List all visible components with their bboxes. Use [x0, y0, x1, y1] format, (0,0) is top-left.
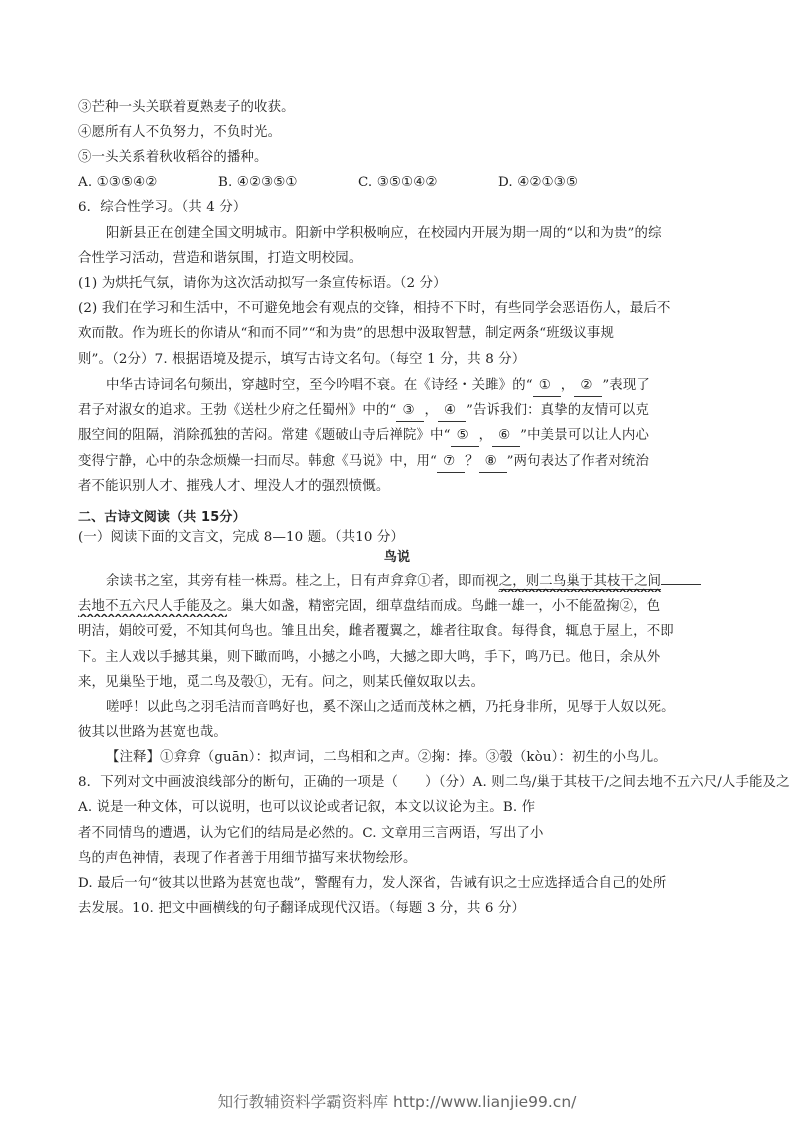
passage-line-3: 明洁，娟皎可爱，不知其何鸟也。雏且出矣，雌者覆翼之，雄者往取食。每得食，辄息于屋上，不即 [78, 624, 674, 639]
q8-line-1: 8．下列对文中画波浪线部分的断句，正确的一项是（ ）（分）A. 则二鸟/巢于其枝干/之间去地不五六尺/人手能及之 [78, 775, 790, 790]
wavy-underlined-sentence-part-3: 尺人手能及之 [145, 599, 227, 614]
q5-option-b: B. ④②③⑤① [218, 175, 298, 190]
q7-line-5: 者不能识别人才、摧残人才、埋没人才的强烈愤慨。 [78, 479, 390, 494]
footer-watermark-text: 知行教辅资料学霸资料库 http://www.lianjie99.cn/ [217, 1093, 577, 1111]
q7-blank-2[interactable]: ② [574, 376, 602, 397]
q7-line-4: 变得宁静，心中的杂念烦燥一扫而尽。韩愈《马说》中，用“ ⑦ ？ ⑧ ”两句表达了作者对统治 [78, 452, 794, 473]
q5-options [78, 173, 794, 193]
q5-option-d: D. ④②①③⑤ [498, 175, 578, 190]
q6-title: 6．综合性学习。（共 4 分） [78, 200, 247, 215]
q5-option-a: A. ①③⑤④② [78, 175, 158, 190]
q6-sub-question-2-line-1: (2) 我们在学习和生活中，不可避免地会有观点的交锋，相持不下时，有些同学会恶语伤人，最后不 [78, 301, 671, 316]
q6-sub-question-2-line-2: 欢而散。作为班长的你请从“和而不同”“和为贵”的思想中汲取智慧，制定两条“班级议事规 [78, 326, 614, 341]
passage-line-1: 余读书之室，其旁有桂一株焉。桂之上，日有声弇弇①者，即而视之，则二鸟巢于其枝干之间 [106, 572, 794, 592]
q8-line-5: D. 最后一句“彼其以世路为甚宽也哉”，警醒有力，发人深省，告诫有识之士应选择适合自己的处所 [78, 876, 667, 891]
passage-line-2: 去地不五六尺人手能及之。巢大如盏，精密完固，细草盘结而成。鸟雌一雄一，小不能盈掬②，色 [78, 599, 661, 614]
passage-line-7: 彼其以世路为甚宽也哉。 [78, 725, 227, 740]
q5-option-c: C. ③⑤①④② [358, 175, 438, 190]
q7-blank-7[interactable]: ⑦ [437, 452, 465, 473]
passage-line-6: 嗟呼！以此鸟之羽毛洁而音鸣好也，奚不深山之适而茂林之栖，乃托身非所，见辱于人奴以死。 [106, 700, 675, 715]
q6-sub-question-1: (1) 为烘托气氛，请你为这次活动拟写一条宣传标语。（2 分） [78, 276, 447, 291]
section-heading: 二、古诗文阅读（共 15分） [78, 510, 246, 525]
q8-line-6: 去发展。10. 把文中画横线的句子翻译成现代汉语。（每题 3 分，共 6 分） [78, 901, 526, 916]
section-sub-heading: (一）阅读下面的文言文，完成 8—10 题。（共10 分） [78, 530, 405, 545]
passage-line-4: 下。主人戏以手撼其巢，则下瞰而鸣，小撼之小鸣，大撼之即大鸣，手下，鸣乃已。他日，余从外 [78, 650, 661, 665]
q7-blank-3[interactable]: ③ [396, 401, 424, 422]
q6-intro-line-1: 阳新县正在创建全国文明城市。阳新中学积极响应，在校园内开展为期一周的“以和为贵”的综 [106, 226, 662, 241]
passage-annotation: 【注释】①弇弇（guān）：拟声词，二鸟相和之声。②掬：捧。③彀（kòu）：初生的小鸟儿。 [106, 750, 667, 765]
q7-line-3: 服空间的阻隔，消除孤独的苦闷。常建《题破山寺后禅院》中“ ⑤ ， ⑥ ”中美景可以让人内心 [78, 426, 794, 447]
q7-blank-1[interactable]: ① [533, 376, 561, 397]
passage-line-5: 来，见巢坠于地，觅二鸟及彀①，无有。问之，则某氏僮奴取以去。 [78, 675, 485, 690]
q7-blank-6[interactable]: ⑥ [492, 426, 520, 447]
q5-item-4: ④愿所有人不负努力，不负时光。 [78, 125, 282, 140]
q6-intro-line-2: 合性学习活动，营造和谐氛围，打造文明校园。 [78, 251, 363, 266]
q7-blank-4[interactable]: ④ [438, 401, 466, 422]
q8-line-2: A. 说是一种文体，可以说明，也可以议论或者记叙，本文以议论为主。B. 作 [78, 800, 536, 815]
q7-blank-5[interactable]: ⑤ [451, 426, 479, 447]
q7-line-1: 中华古诗词名句频出，穿越时空，至今吟唱不衰。在《诗经・关雎》的“ ① ， ② ”表现了 [106, 376, 794, 397]
q8-line-3: 者不同情鸟的遭遇，认为它们的结局是必然的。C. 文章用三言两语，写出了小 [78, 826, 544, 841]
q5-item-3: ③芒种一头关联着夏熟麦子的收获。 [78, 100, 295, 115]
q7-line-2: 君子对淑女的追求。王勃《送杜少府之任蜀州》中的“ ③ ， ④ ”告诉我们：真挚的友情可以克 [78, 401, 794, 422]
q8-line-4: 鸟的声色神情，表现了作者善于用细节描写来状物绘形。 [78, 851, 417, 866]
wavy-underlined-sentence-part-1: 之，则二鸟巢于其枝干之间 [498, 574, 662, 589]
q6-sub-question-2-line-3: 则”。（2分）7. 根据语境及提示，填写古诗文名句。（每空 1 分，共 8 分） [78, 352, 526, 367]
q5-item-5: ⑤一头关系着秋收稻谷的播种。 [78, 150, 268, 165]
q7-blank-8[interactable]: ⑧ [479, 452, 507, 473]
wavy-underlined-sentence-part-2: 去地不五六 [78, 599, 146, 614]
passage-title: 鸟说 [383, 550, 411, 565]
